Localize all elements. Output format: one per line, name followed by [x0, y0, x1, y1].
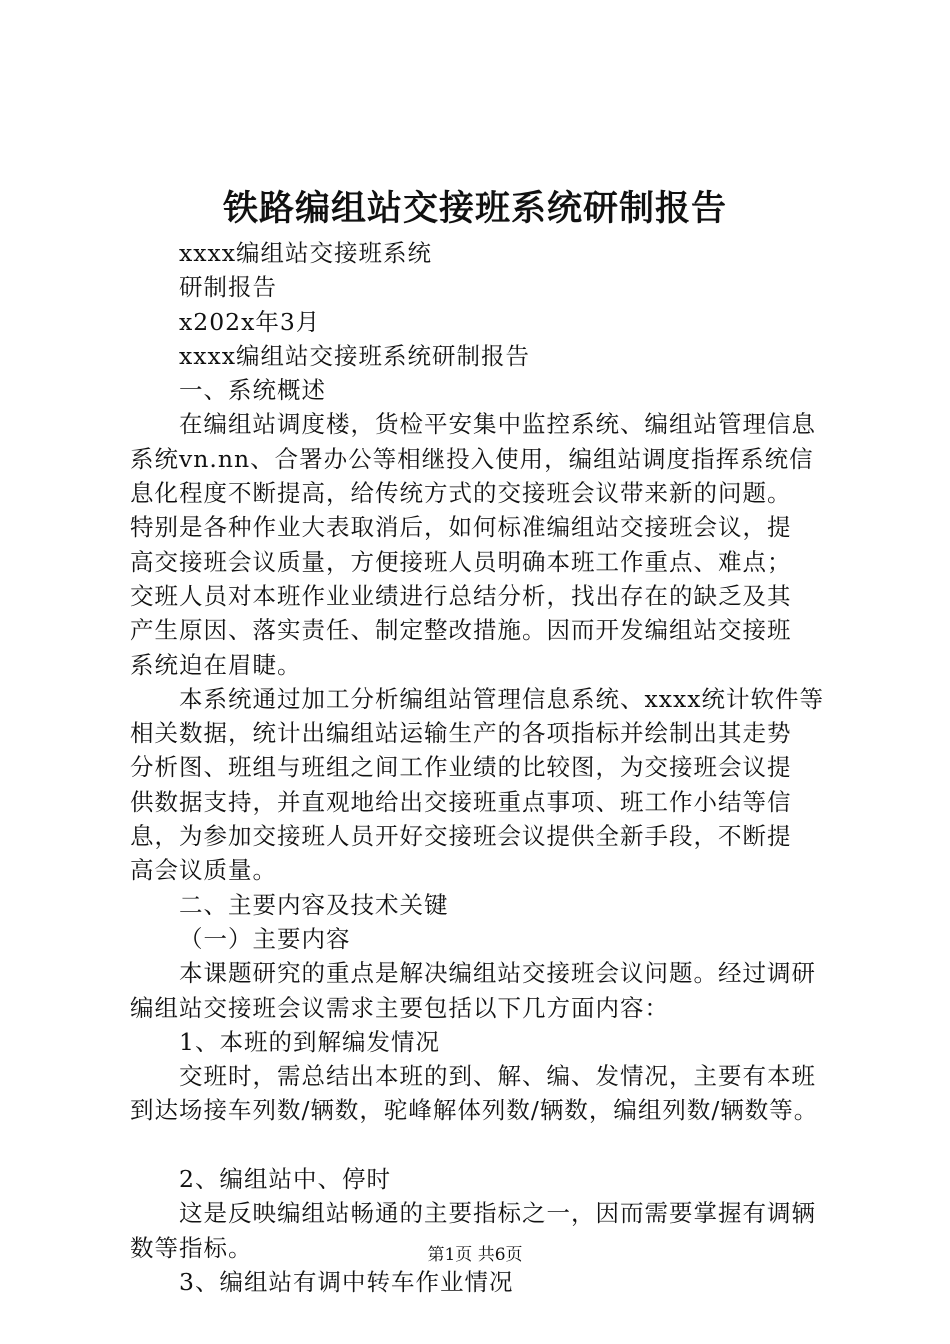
- item-heading-3: 3、编组站有调中转车作业情况: [179, 1267, 514, 1296]
- document-body: [130, 236, 850, 1299]
- cover-line-report: 研制报告: [179, 273, 277, 302]
- page-footer: [0, 1243, 950, 1267]
- paragraph-line: 相关数据，统计出编组站运输生产的各项指标并绘制出其走势: [130, 719, 792, 748]
- subsection-heading: （一）主要内容: [179, 924, 351, 953]
- cover-line-date: x202x年3月: [179, 307, 321, 336]
- section-heading-overview: 一、系统概述: [179, 376, 326, 405]
- paragraph-line: 这是反映编组站畅通的主要指标之一，因而需要掌握有调辆: [179, 1199, 816, 1228]
- blank-line: [130, 1128, 850, 1162]
- section-heading-report: xxxx编组站交接班系统研制报告: [179, 341, 531, 370]
- paragraph-line: 交班人员对本班作业业绩进行总结分析，找出存在的缺乏及其: [130, 581, 792, 610]
- paragraph-line: 本课题研究的重点是解决编组站交接班会议问题。经过调研: [179, 959, 816, 988]
- paragraph-line: 交班时，需总结出本班的到、解、编、发情况，主要有本班: [179, 1062, 816, 1091]
- paragraph-line: 分析图、班组与班组之间工作业绩的比较图，为交接班会议提: [130, 753, 792, 782]
- paragraph-line: 息，为参加交接班人员开好交接班会议提供全新手段，不断提: [130, 822, 792, 851]
- item-heading-1: 1、本班的到解编发情况: [179, 1027, 440, 1056]
- paragraph-line: 本系统通过加工分析编组站管理信息系统、xxxx统计软件等: [179, 684, 825, 713]
- page-total: 共6页: [477, 1245, 523, 1265]
- item-heading-2: 2、编组站中、停时: [179, 1165, 391, 1194]
- paragraph-line: 息化程度不断提高，给传统方式的交接班会议带来新的问题。: [130, 479, 792, 508]
- cover-line-system: xxxx编组站交接班系统: [179, 239, 433, 267]
- paragraph-line: 到达场接车列数/辆数，驼峰解体列数/辆数，编组列数/辆数等。: [130, 1096, 819, 1125]
- page-number: 第1页: [427, 1245, 473, 1265]
- paragraph-line: 特别是各种作业大表取消后，如何标准编组站交接班会议，提: [130, 513, 792, 542]
- paragraph-line: 供数据支持，并直观地给出交接班重点事项、班工作小结等信: [130, 787, 792, 816]
- paragraph-line: 高交接班会议质量，方便接班人员明确本班工作重点、难点；: [130, 547, 792, 576]
- paragraph-line: 高会议质量。: [130, 856, 277, 885]
- section-heading-main-content: 二、主要内容及技术关键: [179, 890, 449, 919]
- paragraph-line: 编组站交接班会议需求主要包括以下几方面内容：: [130, 993, 669, 1022]
- paragraph-line: 系统迫在眉睫。: [130, 650, 302, 679]
- paragraph-line: 数等指标。: [130, 1233, 253, 1262]
- paragraph-line: 产生原因、落实责任、制定整改措施。因而开发编组站交接班: [130, 616, 792, 645]
- document-title: 铁路编组站交接班系统研制报告: [222, 188, 727, 229]
- paragraph-line: 在编组站调度楼，货检平安集中监控系统、编组站管理信息: [179, 410, 816, 439]
- paragraph-line: 系统vn.nn、合署办公等相继投入使用，编组站调度指挥系统信: [130, 444, 814, 473]
